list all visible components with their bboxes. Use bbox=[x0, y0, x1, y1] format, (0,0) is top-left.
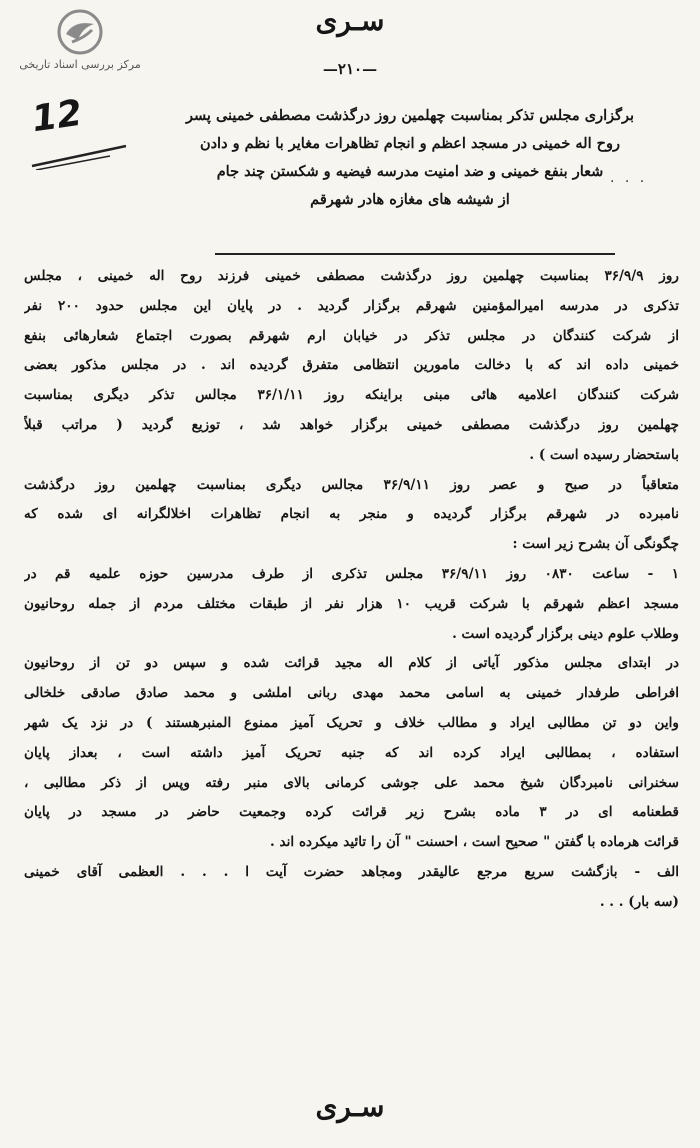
paragraph-5 bbox=[24, 858, 679, 918]
handwritten-stroke-icon bbox=[30, 140, 130, 170]
body-line: مسجد اعظم شهرقم با شرکت قریب ۱۰ هزار نفر از طبقات مختلف مردم از جمله روحانیون bbox=[24, 595, 679, 612]
body-line: متعاقباً در صبح و عصر روز ۳۶/۹/۱۱ مجالس دیگری بمناسبت چهلمین روز درگذشت bbox=[24, 476, 679, 493]
body-line: باستحضار رسیده است ) . bbox=[529, 446, 679, 463]
body-line: قرائت هرماده با گفتن " صحیح است ، احسنت " آن را تائید میکرده اند . bbox=[270, 834, 679, 851]
classification-top: سـری bbox=[315, 4, 385, 37]
body-line: قطعنامه ای در ۳ ماده بشرح زیر قرائت کرده وجمعیت حاضر در مسجد در پایان bbox=[24, 804, 679, 821]
body-line: ۱ - ساعت ۰۸۳۰ روز ۳۶/۹/۱۱ مجلس تذکری از طرف مدرسین حوزه علمیه قم در bbox=[24, 565, 679, 582]
logo-caption: مرکز بررسی اسناد تاریخی bbox=[19, 58, 141, 71]
body-line: چهلمین روز درگذشت مصطفی خمینی برگزار خواهد شد ، توزیع گردید ( مراتب قبلاً bbox=[24, 416, 679, 433]
body-line: نامبرده در شهرقم برگزار گردیده و منجر به انجام تظاهرات اخلالگرانه ای شده که bbox=[24, 506, 679, 523]
title-underline bbox=[215, 253, 615, 255]
body-line: در ابتدای مجلس مذکور آیاتی از کلام اله مجید قرائت شده و سپس دو تن از روحانیون bbox=[24, 655, 679, 672]
page-number: —۲۱۰— bbox=[322, 60, 378, 78]
paragraph-2 bbox=[24, 471, 679, 560]
body-line: چگونگی آن بشرح زیر است : bbox=[512, 536, 679, 553]
body-line: وطلاب علوم دینی برگزار گردیده است . bbox=[452, 625, 679, 642]
body-line: شرکت کنندگان اعلامیه هائی مبنی براینکه روز ۳۶/۱/۱۱ مجالس تذکر دیگری بمناسبت bbox=[24, 387, 679, 404]
document-title bbox=[140, 102, 680, 214]
body-line: واین دو تن مطالبی ایراد و مطالب خلاف و تحریک آمیز ممنوع المنبرهستند ) در نزد یک شهر bbox=[24, 714, 679, 731]
body-line: الف - بازگشت سریع مرجع عالیقدر ومجاهد حضرت آیت ا . . . العظمی آقای خمینی bbox=[24, 863, 679, 880]
body-line: سخنرانی نامبردگان شیخ محمد علی جوشی کرمانی بالای منبر رفته وپس از ذکر مطالبی ، bbox=[24, 774, 679, 791]
paragraph-3 bbox=[24, 560, 679, 649]
classification-bottom: سـری bbox=[315, 1090, 385, 1123]
body-line: استفاده ، بمطالبی ایراد کرده اند که جنبه تحریک آمیز داشته است ، بعداز پایان bbox=[24, 744, 679, 761]
handwritten-number: 12 bbox=[29, 92, 85, 141]
paragraph-4 bbox=[24, 649, 679, 858]
body-line: (سه بار) . . . bbox=[599, 893, 679, 910]
body-line: خمینی داده اند که با دخالت مامورین انتظامی متفرق گردیده اند . در مجلس مذکور بعضی bbox=[24, 357, 679, 374]
margin-dots: . . . bbox=[610, 170, 648, 186]
body-line: تذکری در مدرسه امیرالمؤمنین شهرقم برگزار گردید . در پایان این مجلس حدود ۲۰۰ نفر bbox=[24, 297, 679, 314]
title-line-4: از شیشه های مغازه هادر شهرقم bbox=[310, 191, 510, 208]
document-body bbox=[24, 262, 679, 918]
body-line: روز ۳۶/۹/۹ بمناسبت چهلمین روز درگذشت مصطفی خمینی فرزند روح اله خمینی ، مجلس bbox=[24, 268, 679, 284]
body-line: افراطی طرفدار خمینی به اسامی محمد مهدی ربانی املشی و محمد صادق صادقی خلخالی bbox=[24, 685, 679, 702]
paragraph-1 bbox=[24, 262, 679, 471]
title-line-3: شعار بنفع خمینی و ضد امنیت مدرسه فیضیه و شکستن چند جام bbox=[216, 163, 604, 180]
body-line: از شرکت کنندگان در مجلس تذکر در خیابان ارم شهرقم بصورت اجتماع شعارهائی بنفع bbox=[24, 327, 679, 344]
title-line-1: برگزاری مجلس تذکر بمناسبت چهلمین روز درگذشت مصطفی خمینی پسر bbox=[185, 107, 635, 124]
title-line-2: روح اله خمینی در مسجد اعظم و انجام تظاهرات مغایر با نظم و دادن bbox=[199, 135, 621, 152]
